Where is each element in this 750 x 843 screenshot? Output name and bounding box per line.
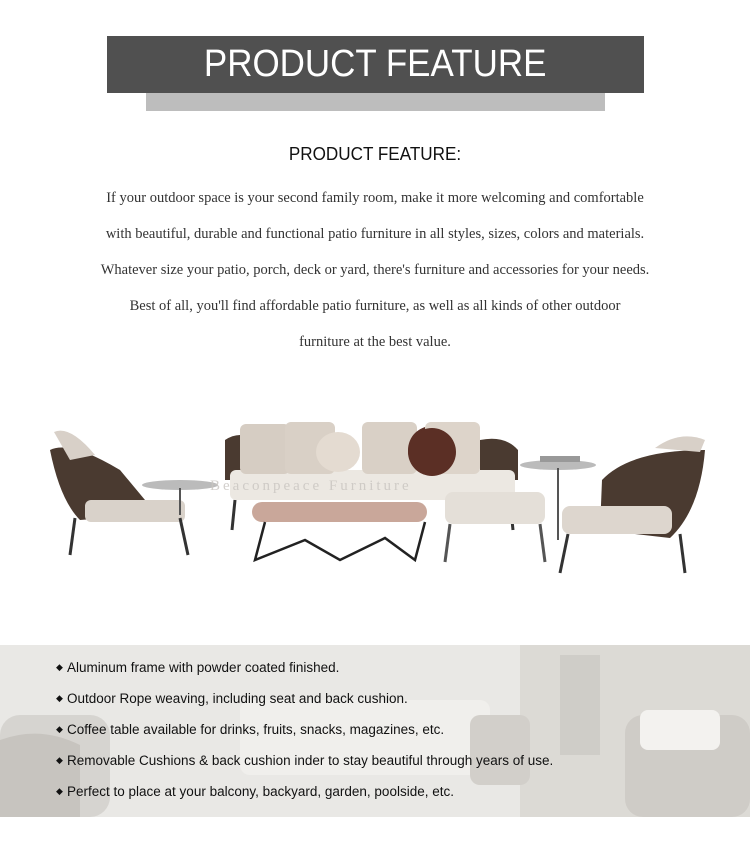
- feature-text: Perfect to place at your balcony, backyard, garden, poolside, etc.: [67, 784, 454, 799]
- feature-text: Outdoor Rope weaving, including seat and back cushion.: [67, 691, 408, 706]
- intro-line: Best of all, you'll find affordable patio furniture, as well as all kinds of other outdoor: [129, 298, 621, 314]
- intro-line: with beautiful, durable and functional patio furniture in all styles, sizes, colors and materials.: [105, 226, 645, 242]
- banner: [107, 36, 644, 93]
- coffee-table: [252, 502, 427, 560]
- feature-item: [56, 690, 553, 721]
- watermark: Beaconpeace Furniture: [210, 478, 412, 494]
- feature-list-panel: [0, 645, 750, 817]
- intro-line: If your outdoor space is your second family room, make it more welcoming and comfortable: [106, 190, 644, 206]
- bullet-icon: ◆: [56, 755, 63, 765]
- feature-text: Coffee table available for drinks, fruits, snacks, magazines, etc.: [67, 722, 445, 737]
- bullet-icon: ◆: [56, 662, 63, 672]
- intro-line: furniture at the best value.: [299, 334, 451, 350]
- feature-item: [56, 783, 553, 814]
- feature-text: Removable Cushions & back cushion inder to stay beautiful through years of use.: [67, 753, 554, 768]
- bullet-icon: ◆: [56, 693, 63, 703]
- section-heading: PRODUCT FEATURE:: [288, 144, 462, 164]
- feature-text: Aluminum frame with powder coated finished.: [67, 660, 340, 675]
- left-armchair: [50, 431, 188, 555]
- bullet-icon: ◆: [56, 786, 63, 796]
- intro-paragraph: [20, 180, 730, 360]
- banner-title: PRODUCT FEATURE: [204, 43, 547, 85]
- right-armchair: [560, 436, 705, 573]
- intro-line: Whatever size your patio, porch, deck or yard, there's furniture and accessories for your needs.: [100, 262, 650, 278]
- feature-list: [56, 659, 553, 814]
- feature-item: [56, 659, 553, 690]
- feature-item: [56, 721, 553, 752]
- ottoman: [445, 492, 545, 562]
- furniture-set-image: [40, 410, 720, 590]
- bullet-icon: ◆: [56, 724, 63, 734]
- feature-item: [56, 752, 553, 783]
